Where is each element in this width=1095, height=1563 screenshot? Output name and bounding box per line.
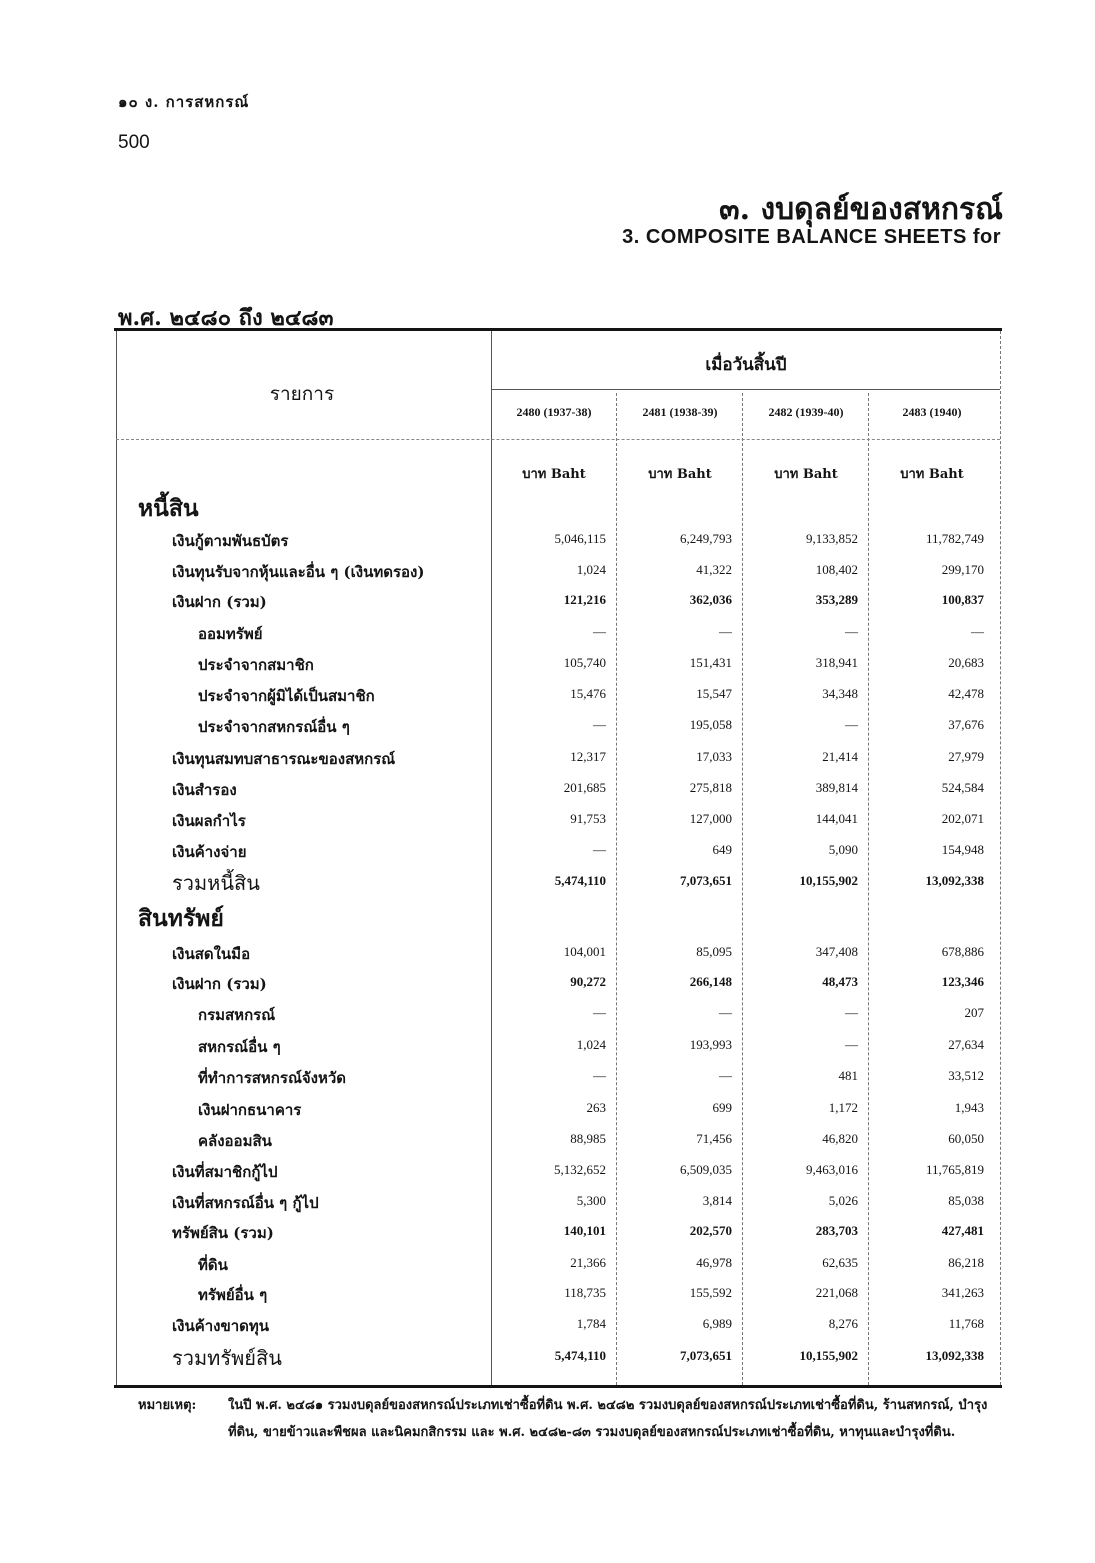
table-row <box>114 1125 1002 1156</box>
value-cell: — <box>593 842 606 857</box>
row-label: ทรัพย์อื่น ๆ <box>198 1286 268 1304</box>
row-label: เงินกู้ตามพันธบัตร <box>172 532 289 550</box>
value-cell: 649 <box>712 842 732 857</box>
value-cell: 275,818 <box>689 780 732 795</box>
footnote-label: หมายเหตุ: <box>138 1398 197 1413</box>
balance-sheet-table <box>114 328 1002 1388</box>
value-cell: 21,366 <box>570 1255 606 1270</box>
table-row <box>114 711 1002 742</box>
value-cell: — <box>845 1037 858 1052</box>
total-row <box>114 867 1002 898</box>
value-cell: 7,073,651 <box>680 1348 732 1363</box>
value-cell: 678,886 <box>941 944 984 959</box>
row-label: สินทรัพย์ <box>138 905 224 932</box>
value-cell: 90,272 <box>570 974 606 989</box>
row-label: ประจำจากสหกรณ์อื่น ๆ <box>198 718 350 736</box>
value-cell: 1,172 <box>828 1100 858 1115</box>
title-thai: ๓. งบดุลย์ของสหกรณ์ <box>719 192 1003 227</box>
table-row <box>114 836 1002 867</box>
value-cell: 11,765,819 <box>925 1162 984 1177</box>
value-cell: 46,978 <box>696 1255 732 1270</box>
value-cell: 5,474,110 <box>554 873 606 888</box>
value-cell: 481 <box>838 1068 858 1083</box>
table-row <box>114 774 1002 805</box>
value-cell: 20,683 <box>948 655 984 670</box>
row-label: ที่ทำการสหกรณ์จังหวัด <box>198 1069 347 1087</box>
value-cell: 60,050 <box>948 1131 984 1146</box>
row-label: กรมสหกรณ์ <box>198 1006 276 1024</box>
value-cell: 9,133,852 <box>806 531 858 546</box>
footnote-text: ในปี พ.ศ. ๒๔๘๑ รวมงบดุลย์ของสหกรณ์ประเภทเช่าซื้อที่ดิน พ.ศ. ๒๔๘๒ รวมงบดุลย์ของสหกรณ์ประเภทเช่าซื้อที่ดิน, ร้านสหกรณ์, บำรุงที่ดิน, ขายข้าวและพืชผล และนิคมกสิกรรม และ พ.ศ. ๒๔๘๒-๘๓ รวมงบดุลย์ของสหกรณ์ประเภทเช่าซื้อที่ดิน, หาทุนและบำรุงที่ดิน. <box>228 1398 988 1440</box>
row-label: ออมทรัพย์ <box>198 625 263 643</box>
value-cell: 221,068 <box>815 1285 858 1300</box>
value-cell: — <box>593 717 606 732</box>
row-label: เงินที่สหกรณ์อื่น ๆ กู้ไป <box>172 1194 319 1212</box>
value-cell: 202,570 <box>689 1223 732 1238</box>
value-cell: 118,735 <box>564 1285 606 1300</box>
row-label: เงินผลกำไร <box>172 812 246 830</box>
value-cell: 299,170 <box>941 562 984 577</box>
row-label: เงินฝาก (รวม) <box>172 975 267 993</box>
row-label: หนี้สิน <box>138 495 199 522</box>
value-cell: 155,592 <box>689 1285 732 1300</box>
value-cell: 202,071 <box>941 811 984 826</box>
table-row <box>114 999 1002 1030</box>
unit-header: บาท Baht <box>648 467 712 482</box>
table-row <box>114 1062 1002 1093</box>
value-cell: 193,993 <box>689 1037 732 1052</box>
table-row <box>114 938 1002 969</box>
row-label: เงินค้างจ่าย <box>172 843 247 861</box>
value-cell: 389,814 <box>815 780 858 795</box>
value-cell: 13,092,338 <box>925 1348 984 1363</box>
value-cell: 9,463,016 <box>806 1162 858 1177</box>
page-number: 500 <box>118 132 150 153</box>
row-label: ประจำจากผู้มิได้เป็นสมาชิก <box>198 687 375 705</box>
value-cell: 27,634 <box>948 1037 984 1052</box>
table-row <box>114 586 1002 617</box>
section-heading <box>114 497 1002 528</box>
section-header: ๑๐ ง. การสหกรณ์ <box>118 93 250 111</box>
value-cell: 341,263 <box>941 1285 984 1300</box>
value-cell: 201,685 <box>563 780 606 795</box>
value-cell: 318,941 <box>815 655 858 670</box>
period-subtitle: พ.ศ. ๒๔๘๐ ถึง ๒๔๘๓ <box>118 305 334 331</box>
value-cell: 1,024 <box>576 1037 606 1052</box>
value-cell: 6,249,793 <box>680 531 732 546</box>
row-label: เงินค้างขาดทุน <box>172 1317 270 1335</box>
value-cell: 7,073,651 <box>680 873 732 888</box>
item-column-header: รายการ <box>269 383 335 405</box>
section-heading <box>114 907 1002 938</box>
value-cell: 104,001 <box>563 944 606 959</box>
value-cell: — <box>845 717 858 732</box>
value-cell: 283,703 <box>815 1223 858 1238</box>
value-cell: 48,473 <box>822 974 858 989</box>
value-cell: 699 <box>712 1100 732 1115</box>
row-label: เงินฝากธนาคาร <box>198 1101 302 1119</box>
header-rule <box>491 389 1000 390</box>
value-cell: 10,155,902 <box>799 1348 858 1363</box>
table-row <box>114 649 1002 680</box>
value-cell: 140,101 <box>563 1223 606 1238</box>
value-cell: 6,989 <box>702 1316 732 1331</box>
value-cell: — <box>719 624 732 639</box>
row-label: ที่ดิน <box>198 1256 228 1274</box>
table-row <box>114 680 1002 711</box>
unit-header: บาท Baht <box>774 467 838 482</box>
value-cell: 33,512 <box>948 1068 984 1083</box>
value-cell: 85,038 <box>948 1193 984 1208</box>
value-cell: 353,289 <box>815 592 858 607</box>
value-cell: 347,408 <box>815 944 858 959</box>
row-label: เงินทุนสมทบสาธารณะของสหกรณ์ <box>172 750 396 768</box>
year-header: 2483 (1940) <box>902 405 962 419</box>
value-cell: 42,478 <box>948 686 984 701</box>
table-row <box>114 1310 1002 1341</box>
value-cell: 100,837 <box>941 592 984 607</box>
header-rule <box>116 439 1000 440</box>
value-cell: 91,753 <box>570 811 606 826</box>
value-cell: 13,092,338 <box>925 873 984 888</box>
table-row <box>114 1187 1002 1218</box>
table-row <box>114 1156 1002 1187</box>
value-cell: 8,276 <box>828 1316 858 1331</box>
row-label: ทรัพย์สิน (รวม) <box>172 1224 274 1242</box>
value-cell: — <box>593 1068 606 1083</box>
value-cell: 105,740 <box>563 655 606 670</box>
row-label: รวมหนี้สิน <box>172 871 260 895</box>
value-cell: 86,218 <box>948 1255 984 1270</box>
title-english: 3. COMPOSITE BALANCE SHEETS for <box>622 226 1001 248</box>
value-cell: — <box>719 1005 732 1020</box>
table-row <box>114 1279 1002 1310</box>
value-cell: — <box>845 624 858 639</box>
row-label: เงินสดในมือ <box>172 945 251 963</box>
value-cell: 427,481 <box>941 1223 984 1238</box>
unit-header: บาท Baht <box>522 467 586 482</box>
table-row <box>114 618 1002 649</box>
value-cell: 62,635 <box>822 1255 858 1270</box>
table-row <box>114 1217 1002 1248</box>
row-label: คลังออมสิน <box>198 1132 272 1150</box>
value-cell: 123,346 <box>941 974 984 989</box>
row-label: เงินที่สมาชิกกู้ไป <box>172 1163 278 1181</box>
value-cell: 195,058 <box>689 717 732 732</box>
total-row <box>114 1342 1002 1373</box>
year-header: 2481 (1938-39) <box>642 405 718 419</box>
value-cell: 5,026 <box>828 1193 858 1208</box>
value-cell: 15,547 <box>696 686 732 701</box>
value-cell: 154,948 <box>941 842 984 857</box>
year-header: 2480 (1937-38) <box>516 405 592 419</box>
value-cell: 266,148 <box>689 974 732 989</box>
unit-header: บาท Baht <box>900 467 964 482</box>
value-cell: 5,090 <box>828 842 858 857</box>
value-cell: 41,322 <box>696 562 732 577</box>
table-row <box>114 525 1002 556</box>
value-cell: 127,000 <box>689 811 732 826</box>
value-cell: 12,317 <box>570 749 606 764</box>
table-row <box>114 968 1002 999</box>
value-cell: 1,024 <box>576 562 606 577</box>
value-cell: — <box>845 1005 858 1020</box>
value-cell: 11,768 <box>948 1316 984 1331</box>
value-cell: 15,476 <box>570 686 606 701</box>
year-header: 2482 (1939-40) <box>768 405 844 419</box>
value-cell: 10,155,902 <box>799 873 858 888</box>
value-cell: 151,431 <box>689 655 732 670</box>
table-row <box>114 556 1002 587</box>
value-cell: 524,584 <box>941 780 984 795</box>
row-label: เงินทุนรับจากหุ้นและอื่น ๆ (เงินทดรอง) <box>172 563 425 581</box>
table-row <box>114 1249 1002 1280</box>
value-cell: 5,300 <box>576 1193 606 1208</box>
value-cell: 5,474,110 <box>554 1348 606 1363</box>
table-row <box>114 805 1002 836</box>
value-cell: 85,095 <box>696 944 732 959</box>
row-label: เงินฝาก (รวม) <box>172 593 267 611</box>
value-cell: 1,943 <box>954 1100 984 1115</box>
value-cell: 362,036 <box>689 592 732 607</box>
value-cell: 263 <box>586 1100 606 1115</box>
value-cell: — <box>719 1068 732 1083</box>
value-cell: 37,676 <box>948 717 984 732</box>
value-cell: 46,820 <box>822 1131 858 1146</box>
value-cell: 11,782,749 <box>925 531 984 546</box>
value-cell: 121,216 <box>563 592 606 607</box>
value-cell: 6,509,035 <box>680 1162 732 1177</box>
value-cell: 17,033 <box>696 749 732 764</box>
table-row <box>114 1094 1002 1125</box>
table-row <box>114 1031 1002 1062</box>
year-end-group-header: เมื่อวันสิ้นปี <box>705 355 787 375</box>
value-cell: 21,414 <box>822 749 858 764</box>
value-cell: 5,132,652 <box>554 1162 606 1177</box>
value-cell: — <box>593 1005 606 1020</box>
value-cell: 5,046,115 <box>554 531 606 546</box>
row-label: สหกรณ์อื่น ๆ <box>198 1038 281 1056</box>
value-cell: 3,814 <box>702 1193 732 1208</box>
row-label: ประจำจากสมาชิก <box>198 656 314 674</box>
value-cell: — <box>971 624 984 639</box>
value-cell: — <box>593 624 606 639</box>
value-cell: 1,784 <box>576 1316 606 1331</box>
value-cell: 34,348 <box>822 686 858 701</box>
value-cell: 108,402 <box>815 562 858 577</box>
value-cell: 27,979 <box>948 749 984 764</box>
value-cell: 71,456 <box>696 1131 732 1146</box>
value-cell: 207 <box>964 1005 984 1020</box>
value-cell: 88,985 <box>570 1131 606 1146</box>
row-label: เงินสำรอง <box>172 781 237 799</box>
value-cell: 144,041 <box>815 811 858 826</box>
row-label: รวมทรัพย์สิน <box>172 1346 282 1370</box>
table-row <box>114 743 1002 774</box>
